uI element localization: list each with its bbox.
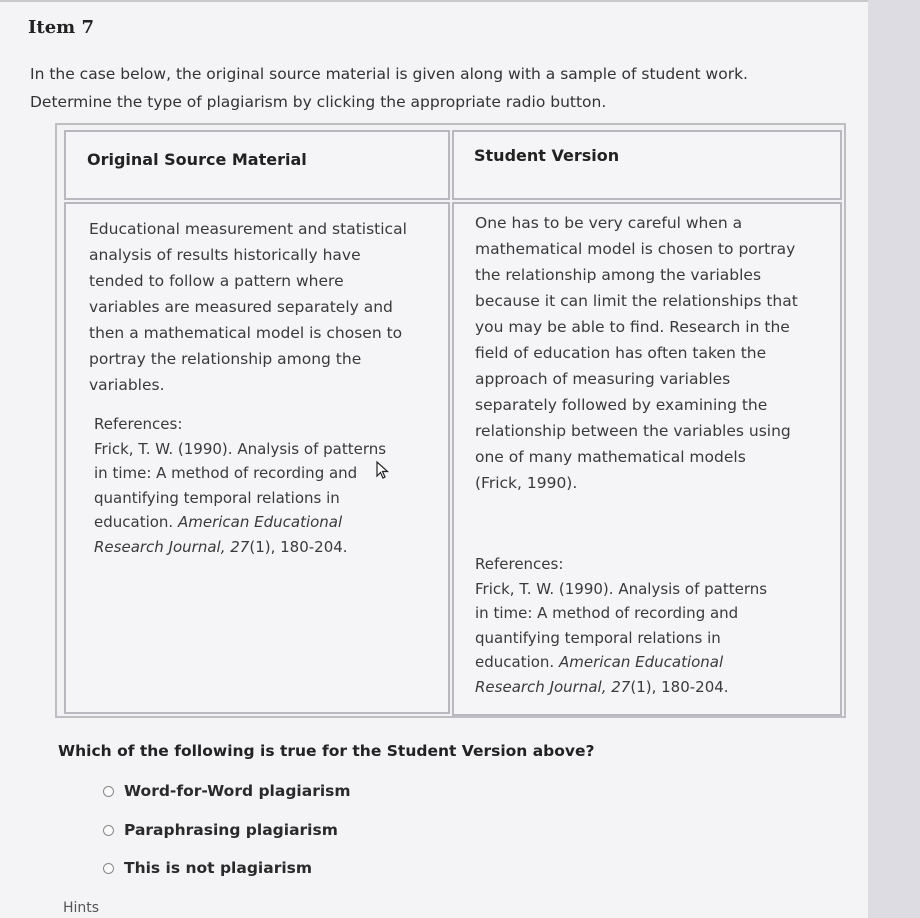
student-line: mathematical model is chosen to portray <box>475 240 796 258</box>
option-not-plagiarism[interactable] <box>103 859 312 877</box>
option-word-for-word[interactable] <box>103 782 351 800</box>
references-label: References: <box>94 415 183 433</box>
references-label: References: <box>475 555 564 573</box>
mouse-pointer-icon <box>376 461 390 479</box>
original-line: tended to follow a pattern where <box>89 272 344 290</box>
question-text: Which of the following is true for the Student Version above? <box>58 742 595 760</box>
option-label: Word-for-Word plagiarism <box>124 782 351 800</box>
reference-line: in time: A method of recording and <box>475 604 739 622</box>
reference-line: Research Journal, 27(1), 180-204. <box>94 537 348 556</box>
student-line: the relationship among the variables <box>475 266 762 284</box>
instructions-line-2: Determine the type of plagiarism by clicking the appropriate radio button. <box>30 93 607 111</box>
student-line: (Frick, 1990). <box>475 474 578 492</box>
top-divider <box>0 0 868 2</box>
student-cell <box>452 202 842 716</box>
student-line: because it can limit the relationships that <box>475 292 798 310</box>
reference-line: quantifying temporal relations in <box>475 628 721 647</box>
page-edge <box>868 0 920 918</box>
original-text <box>89 216 439 398</box>
original-line: variables are measured separately and <box>89 298 393 316</box>
reference-line: education. American Educational <box>94 513 343 531</box>
hints-link[interactable]: Hints <box>63 900 100 916</box>
radio-button[interactable] <box>103 825 114 836</box>
original-references <box>94 412 439 559</box>
radio-button[interactable] <box>103 863 114 874</box>
option-label: Paraphrasing plagiarism <box>124 821 338 839</box>
header-cell-original <box>64 130 450 200</box>
reference-line: Frick, T. W. (1990). Analysis of patterns <box>94 439 387 458</box>
reference-line: Research Journal, 27(1), 180-204. <box>475 677 729 696</box>
original-line: analysis of results historically have <box>89 246 361 264</box>
student-line: field of education has often taken the <box>475 344 767 362</box>
student-line: relationship between the variables using <box>475 422 791 440</box>
header-student: Student Version <box>474 146 620 165</box>
instructions-line-1: In the case below, the original source material is given along with a sample of student work. <box>30 65 748 83</box>
student-line: separately followed by examining the <box>475 396 768 414</box>
reference-line: quantifying temporal relations in <box>94 488 340 507</box>
student-line: One has to be very careful when a <box>475 214 743 232</box>
original-line: portray the relationship among the <box>89 350 362 368</box>
student-text <box>475 210 835 496</box>
reference-line: in time: A method of recording and <box>94 464 358 482</box>
student-line: one of many mathematical models <box>475 448 746 466</box>
header-original: Original Source Material <box>87 150 307 169</box>
student-line: approach of measuring variables <box>475 370 731 388</box>
reference-line: education. American Educational <box>475 653 724 671</box>
instructions <box>30 60 830 116</box>
radio-button[interactable] <box>103 786 114 797</box>
option-label: This is not plagiarism <box>124 859 313 877</box>
original-cell <box>64 202 450 714</box>
comparison-table <box>55 123 846 718</box>
student-line: you may be able to find. Research in the <box>475 318 790 336</box>
reference-line: Frick, T. W. (1990). Analysis of patterns <box>475 579 768 598</box>
item-title: Item 7 <box>28 17 95 38</box>
original-line: variables. <box>89 376 165 394</box>
original-line: Educational measurement and statistical <box>89 220 407 238</box>
original-line: then a mathematical model is chosen to <box>89 324 403 342</box>
student-references <box>475 552 835 699</box>
header-cell-student <box>452 130 842 200</box>
option-paraphrasing[interactable] <box>103 821 338 839</box>
